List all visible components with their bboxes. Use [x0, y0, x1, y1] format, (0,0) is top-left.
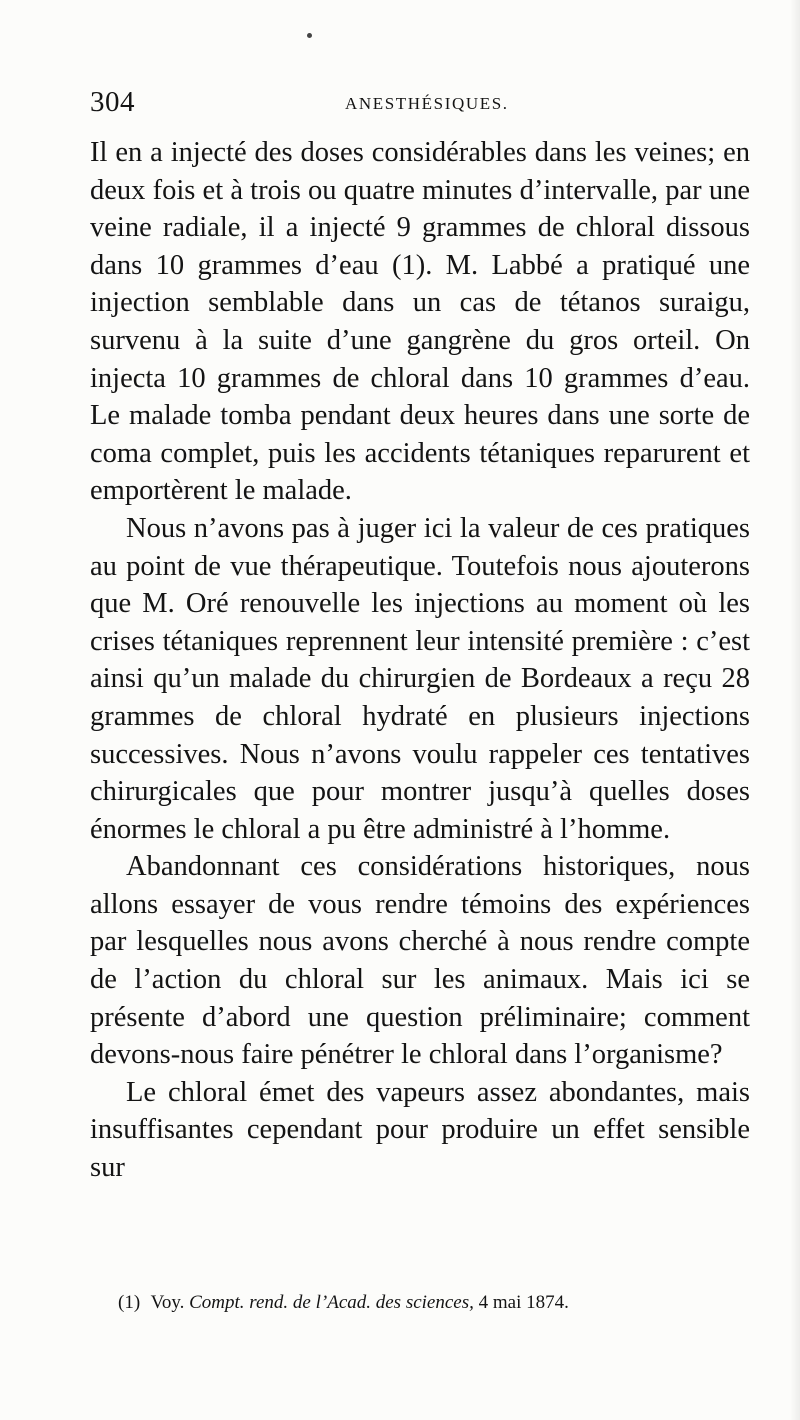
paragraph-1: Il en a injecté des doses considérables dans les veines; en deux fois et à trois ou quatre minutes d’intervalle, par une veine radiale, il a injecté 9 grammes de chloral dissous dans 10 grammes d’eau (1). M. Labbé a pratiqué une injection semblable dans un cas de tétanos suraigu, survenu à la suite d’une gangrène du gros orteil. On injecta 10 grammes de chloral dans 10 grammes d’eau. Le malade tomba pendant deux heures dans une sorte de coma complet, puis les accidents tétaniques reparurent et emportèrent le malade. [90, 137, 750, 507]
footnote-citation: Compt. rend. de l’Acad. des sciences, [189, 1292, 474, 1313]
footnote-date: 4 mai 1874. [478, 1292, 569, 1313]
paragraph-4: Le chloral émet des vapeurs assez abondantes, mais insuffisantes cependant pour produire un effet sensible sur [90, 1076, 750, 1184]
footnote-mark: (1) [118, 1292, 141, 1313]
ink-speck [307, 33, 312, 38]
running-head: ANESTHÉSIQUES. [345, 94, 509, 113]
page-number: 304 [90, 86, 135, 118]
footnote [118, 1291, 758, 1315]
paragraph-2: Nous n’avons pas à juger ici la valeur de ces pratiques au point de vue thérapeutique. Toutefois nous ajouterons que M. Oré renouvelle les injections au moment où les crises tétaniques reprennent leur intensité première : c’est ainsi qu’un malade du chirurgien de Bordeaux a reçu 28 grammes de chloral hydraté en plusieurs injections successives. Nous n’avons voulu rappeler ces tentatives chirurgicales que pour montrer jusqu’à quelles doses énormes le chloral a pu être administré à l’homme. [90, 512, 750, 845]
footnote-prefix: Voy. [150, 1292, 185, 1313]
body-text [90, 134, 750, 1187]
page-header [90, 86, 750, 122]
paragraph-3: Abandonnant ces considérations historiques, nous allons essayer de vous rendre témoins des expériences par lesquelles nous avons cherché à nous rendre compte de l’action du chloral sur les animaux. Mais ici se présente d’abord une question préliminaire; comment devons-nous faire pénétrer le chloral dans l’organisme? [90, 851, 750, 1071]
page-edge-shadow [790, 0, 800, 1420]
